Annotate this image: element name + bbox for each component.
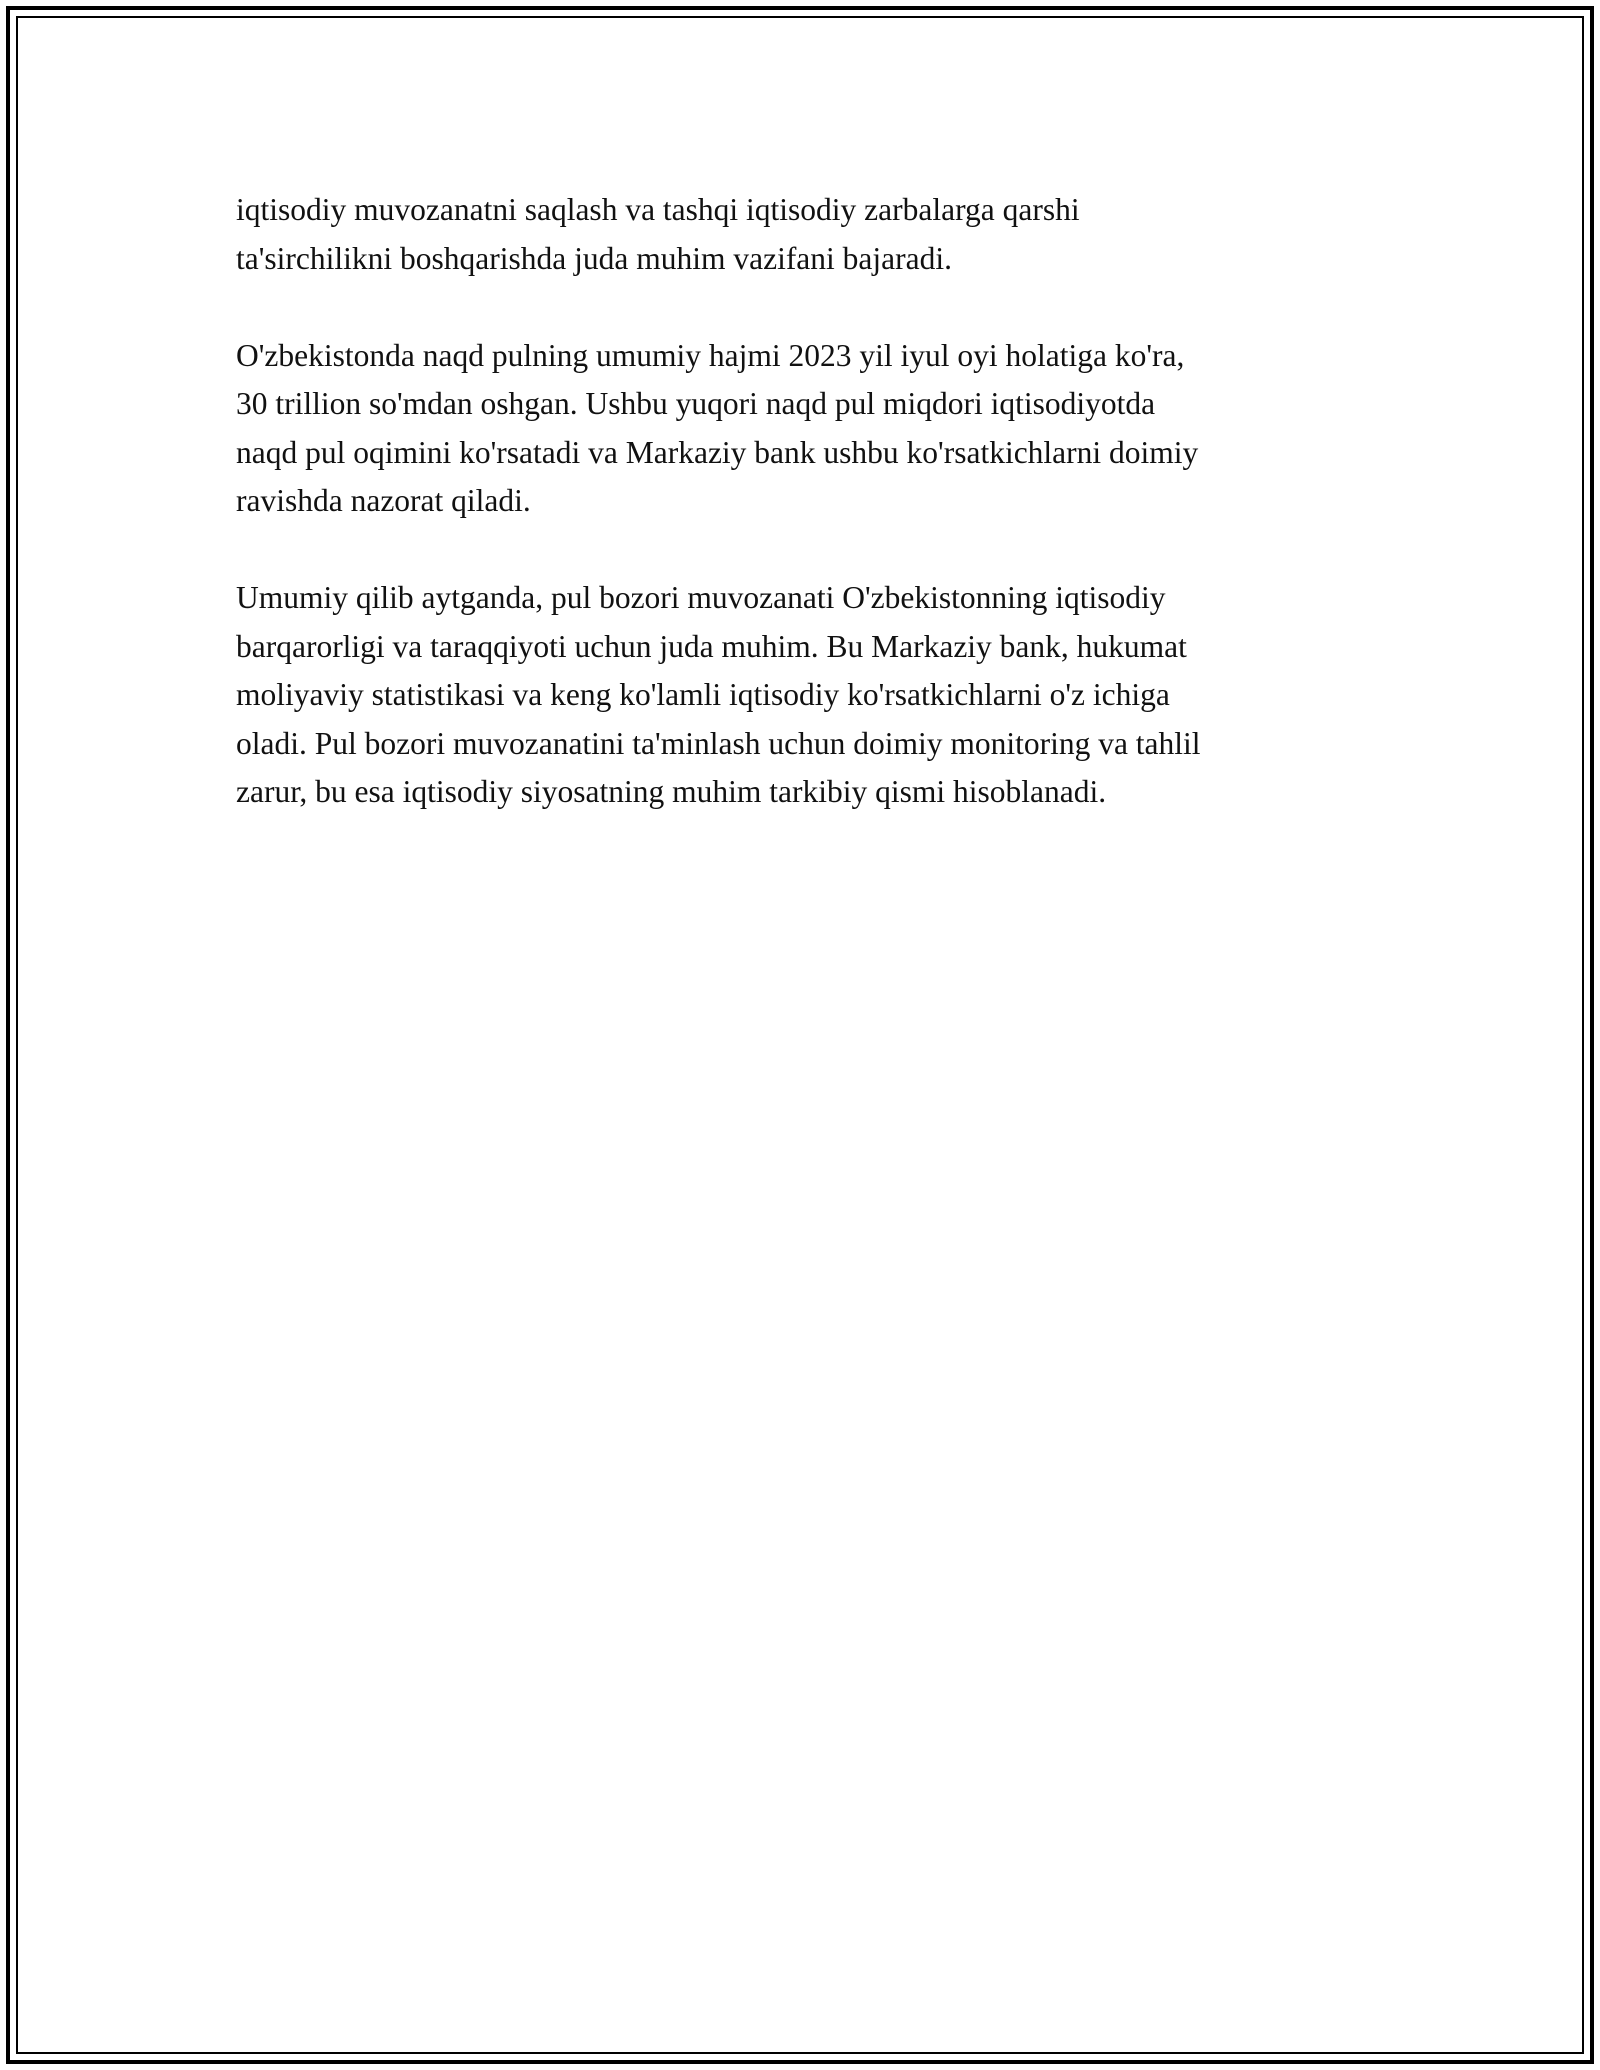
paragraph-2: O'zbekistonda naqd pulning umumiy hajmi 2023 yil iyul oyi holatiga ko'ra, 30 trillion so'mdan oshgan. Ushbu yuqori naqd pul miqdori iqtisodiyotda naqd pul oqimini ko'rsatadi va Markaziy bank ushbu ko'rsatkichlarni doimiy ravishda nazorat qiladi.: [236, 337, 1199, 518]
paragraph-1: iqtisodiy muvozanatni saqlash va tashqi iqtisodiy zarbalarga qarshi ta'sirchilikni boshqarishda juda muhim vazifani bajaradi.: [236, 192, 1080, 276]
paragraph-3: Umumiy qilib aytganda, pul bozori muvozanati O'zbekistonning iqtisodiy barqarorligi va taraqqiyoti uchun juda muhim. Bu Markaziy bank, hukumat moliyaviy statistikasi va keng ko'lamli iqtisodiy ko'rsatkichlarni o'z ichiga oladi. Pul bozori muvozanatini ta'minlash uchun doimiy monitoring va tahlil zarur, bu esa iqtisodiy siyosatning muhim tarkibiy qismi hisoblanadi.: [236, 580, 1201, 809]
document-body: [236, 186, 1376, 865]
